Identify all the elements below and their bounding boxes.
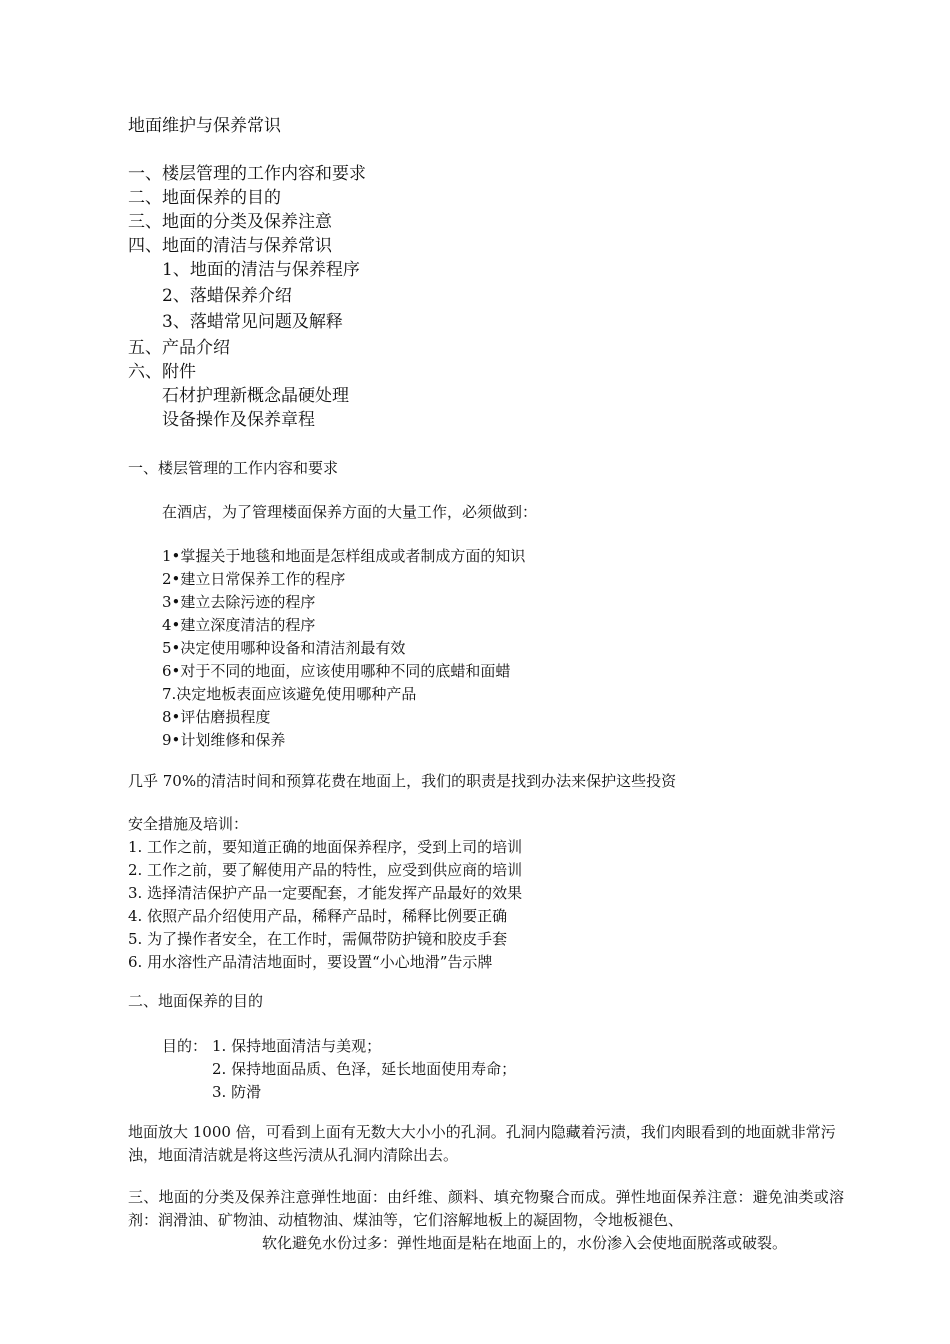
toc-subitem[interactable]: 1、地面的清洁与保养程序 [162, 260, 360, 280]
list-item: 1. 保持地面清洁与美观； [212, 1037, 382, 1055]
toc-item[interactable]: 四、地面的清洁与保养常识 [128, 236, 332, 256]
list-item: 2. 保持地面品质、色泽，延长地面使用寿命； [212, 1060, 517, 1078]
list-item: 2•建立日常保养工作的程序 [162, 570, 346, 588]
safety-heading: 安全措施及培训： [128, 815, 249, 833]
list-item: 7.决定地板表面应该避免使用哪种产品 [162, 685, 417, 703]
toc-subitem[interactable]: 3、落蜡常见问题及解释 [162, 312, 343, 332]
toc-item[interactable]: 三、地面的分类及保养注意 [128, 212, 332, 232]
list-item: 4•建立深度清洁的程序 [162, 616, 316, 634]
section-heading: 二、地面保养的目的 [128, 992, 264, 1010]
toc-appendix-item[interactable]: 设备操作及保养章程 [162, 410, 315, 430]
list-item: 1. 工作之前，要知道正确的地面保养程序，受到上司的培训 [128, 838, 523, 856]
toc-item[interactable]: 六、附件 [128, 362, 196, 382]
toc-item[interactable]: 二、地面保养的目的 [128, 188, 281, 208]
list-item: 6•对于不同的地面，应该使用哪种不同的底蜡和面蜡 [162, 662, 511, 680]
list-item: 6. 用水溶性产品清洁地面时，要设置“小心地滑”告示牌 [128, 953, 493, 971]
list-item: 8•评估磨损程度 [162, 708, 271, 726]
list-item: 5•决定使用哪种设备和清洁剂最有效 [162, 639, 406, 657]
list-item: 9•计划维修和保养 [162, 731, 286, 749]
list-item: 5. 为了操作者安全，在工作时，需佩带防护镜和胶皮手套 [128, 930, 508, 948]
section3-text-tail: 软化避免水份过多：弹性地面是粘在地面上的，水份渗入会使地面脱落或破裂。 [262, 1234, 788, 1252]
toc-appendix-item[interactable]: 石材护理新概念晶硬处理 [162, 386, 349, 406]
toc-item[interactable]: 一、楼层管理的工作内容和要求 [128, 164, 366, 184]
list-item: 2. 工作之前，要了解使用产品的特性，应受到供应商的培训 [128, 861, 523, 879]
section-intro: 在酒店，为了管理楼面保养方面的大量工作，必须做到： [162, 503, 538, 521]
list-item: 1•掌握关于地毯和地面是怎样组成或者制成方面的知识 [162, 547, 526, 565]
toc-item[interactable]: 五、产品介绍 [128, 338, 230, 358]
section3-paragraph [128, 1186, 844, 1255]
section-heading: 一、楼层管理的工作内容和要求 [128, 459, 339, 477]
section-note: 几乎 70%的清洁时间和预算花费在地面上，我们的职责是找到办法来保护这些投资 [128, 772, 677, 790]
list-item: 4. 依照产品介绍使用产品，稀释产品时，稀释比例要正确 [128, 907, 508, 925]
toc-subitem[interactable]: 2、落蜡保养介绍 [162, 286, 292, 306]
magnification-paragraph: 地面放大 1000 倍，可看到上面有无数大大小小的孔洞。孔洞内隐藏着污渍，我们肉眼看到的地面就非常污浊，地面清洁就是将这些污渍从孔洞内清除出去。 [128, 1123, 836, 1164]
list-item: 3. 选择清洁保护产品一定要配套，才能发挥产品最好的效果 [128, 884, 523, 902]
purpose-label: 目的： [162, 1037, 208, 1055]
section3-text: 三、地面的分类及保养注意弹性地面：由纤维、颜料、填充物聚合而成。弹性地面保养注意：避免油类或溶剂：润滑油、矿物油、动植物油、煤油等，它们溶解地板上的凝固物，令地板褪色、 [128, 1188, 844, 1229]
list-item: 3. 防滑 [212, 1083, 262, 1101]
document-title: 地面维护与保养常识 [128, 116, 281, 136]
list-item: 3•建立去除污迹的程序 [162, 593, 316, 611]
